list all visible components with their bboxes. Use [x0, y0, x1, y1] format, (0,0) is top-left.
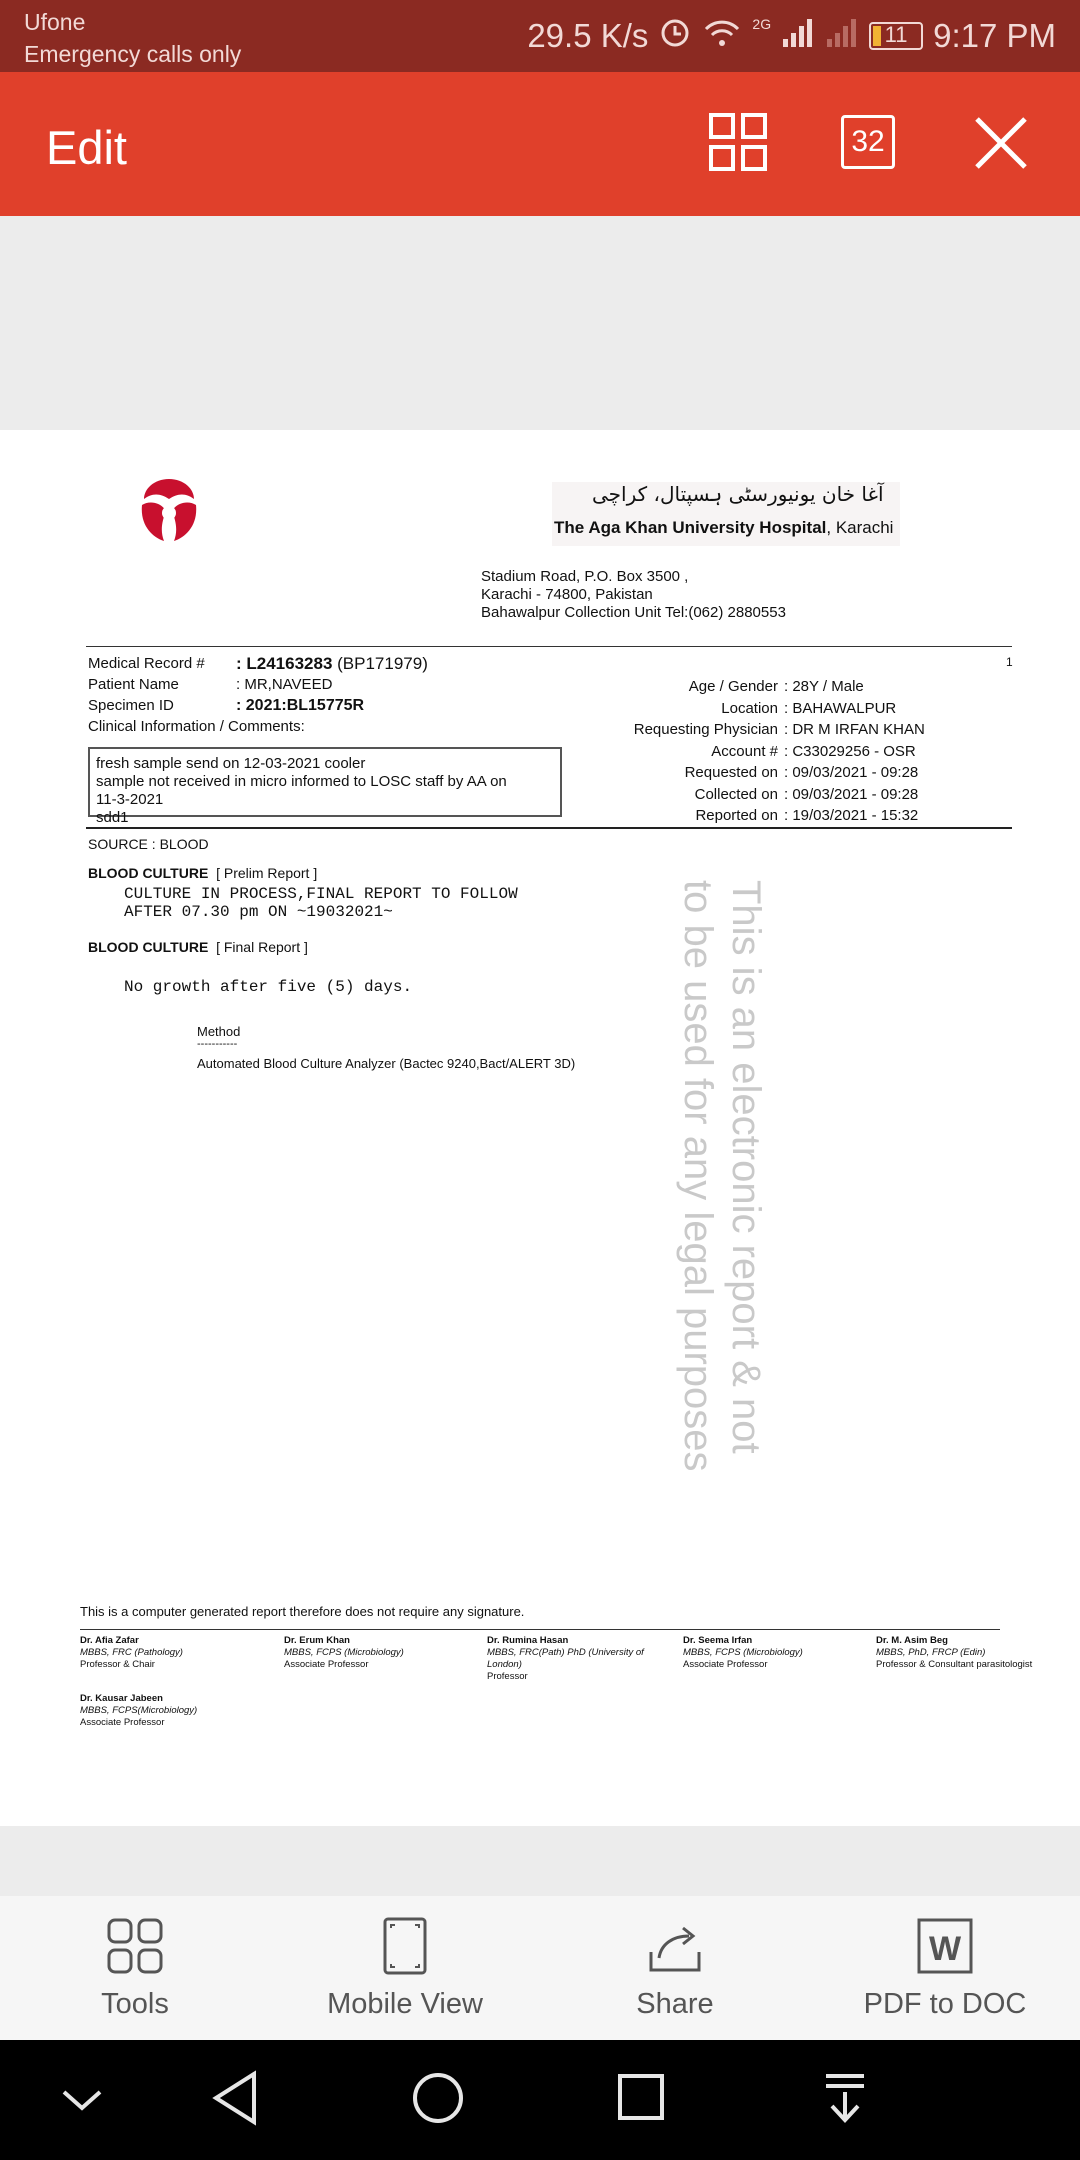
bottom-toolbar: [0, 1896, 1080, 2040]
doctor-quals: MBBS, FCPS (Microbiology): [683, 1647, 803, 1658]
pdf-to-doc-label: PDF to DOC: [863, 1988, 1027, 2020]
doctor-title: Associate Professor: [80, 1717, 165, 1728]
network-speed: 29.5 K/s: [527, 17, 649, 54]
close-icon[interactable]: [973, 115, 1029, 176]
back-icon[interactable]: [210, 2070, 260, 2131]
doctor-title: Associate Professor: [683, 1659, 768, 1670]
hospital-name: [554, 518, 893, 538]
specimen-value: : 2021:BL15775R: [236, 697, 365, 714]
patient-label: Patient Name: [88, 676, 179, 693]
doctor-name: Dr. Rumina Hasan: [487, 1635, 569, 1646]
comment-line: sdd1: [96, 809, 129, 826]
comment-line: fresh sample send on 12-03-2021 cooler: [96, 755, 366, 772]
doctor-name: Dr. Erum Khan: [284, 1635, 350, 1646]
grid-view-icon[interactable]: [708, 112, 768, 177]
doctor-title: Professor & Chair: [80, 1659, 155, 1670]
doctor-name: Dr. M. Asim Beg: [876, 1635, 948, 1646]
physician-value: : DR M IRFAN KHAN: [784, 721, 925, 738]
mrn-extra: (BP171979): [332, 654, 428, 673]
clinical-label: Clinical Information / Comments:: [88, 718, 305, 735]
emergency-text: Emergency calls only: [24, 41, 242, 67]
age-value: : 28Y / Male: [784, 678, 864, 695]
section-prelim-tag: [ Prelim Report ]: [216, 865, 318, 881]
doctor-quals: MBBS, FRC (Pathology): [80, 1647, 183, 1658]
age-label: Age / Gender: [688, 678, 778, 695]
wifi-icon: [702, 15, 742, 57]
share-label: Share: [636, 1988, 714, 2020]
section-final-heading: [88, 939, 308, 955]
doctor-quals-2: London): [487, 1659, 522, 1670]
section-final-tag: [ Final Report ]: [216, 939, 308, 955]
tools-icon: [105, 1916, 165, 1976]
network-type: 2G: [752, 16, 772, 32]
physician-label: Requesting Physician: [633, 721, 778, 738]
hospital-name-bold: The Aga Khan University Hospital: [554, 518, 827, 537]
method-value: Automated Blood Culture Analyzer (Bactec 9240,Bact/ALERT 3D): [197, 1056, 576, 1071]
clinical-comments-box: [88, 747, 562, 826]
edit-title[interactable]: Edit: [46, 121, 127, 174]
prelim-line-2: AFTER 07.30 pm ON ~19032021~: [124, 903, 393, 921]
doctor-card: [284, 1635, 404, 1671]
doctor-quals: MBBS, PhD, FRCP (Edin): [876, 1647, 986, 1658]
doctor-title: Professor: [487, 1671, 528, 1682]
status-bar: [0, 0, 1080, 72]
share-icon: [645, 1916, 705, 1976]
account-value: : C33029256 - OSR: [784, 742, 916, 760]
page-count-button[interactable]: 32: [841, 115, 895, 169]
address-line-2: Karachi - 74800, Pakistan: [481, 586, 653, 603]
hospital-city: , Karachi: [826, 518, 894, 537]
doctor-card: [683, 1635, 803, 1671]
doctor-title: Associate Professor: [284, 1659, 369, 1670]
word-doc-icon: [915, 1916, 975, 1976]
doctor-quals: MBBS, FRC(Path) PhD (University of: [487, 1647, 644, 1658]
header-divider: [86, 646, 1012, 647]
prelim-line-1: CULTURE IN PROCESS,FINAL REPORT TO FOLLOW: [124, 885, 518, 903]
footer-note: This is a computer generated report therefore does not require any signature.: [80, 1604, 525, 1619]
mrn-value: [236, 654, 428, 674]
svg-text:W: W: [928, 1930, 962, 1968]
info-divider: [86, 827, 1012, 829]
doctor-name: Dr. Kausar Jabeen: [80, 1693, 163, 1704]
mobile-view-button[interactable]: [270, 1896, 540, 2040]
doctor-card: [80, 1693, 197, 1729]
hospital-name-banner: [552, 482, 900, 546]
system-nav-bar: [0, 2040, 1080, 2160]
doctor-card: [487, 1635, 644, 1683]
method-label: Method: [197, 1024, 241, 1039]
mrn-label: Medical Record #: [88, 655, 205, 672]
doctor-quals: MBBS, FCPS(Microbiology): [80, 1705, 198, 1716]
right-values: [784, 676, 925, 827]
final-result: No growth after five (5) days.: [124, 978, 413, 996]
watermark-line-2: to be used for any legal purposes: [676, 880, 720, 1472]
battery-level: 11: [884, 22, 908, 47]
right-labels: [560, 676, 778, 827]
battery-icon: [869, 22, 923, 50]
share-button[interactable]: [540, 1896, 810, 2040]
patient-value: : MR,NAVEED: [236, 676, 333, 693]
section-final-title: BLOOD CULTURE: [88, 939, 209, 955]
alarm-icon: [658, 15, 692, 57]
watermark-line-1: This is an electronic report & not: [724, 880, 768, 1454]
carrier-name: Ufone: [24, 9, 86, 35]
source-text: SOURCE : BLOOD: [88, 836, 209, 852]
pdf-to-doc-button[interactable]: [810, 1896, 1080, 2040]
requested-value: : 09/03/2021 - 09:28: [784, 764, 919, 781]
doctor-quals: MBBS, FCPS (Microbiology): [284, 1647, 404, 1658]
comment-line: 11-3-2021: [96, 791, 164, 808]
pdf-page[interactable]: [0, 430, 1080, 1826]
reported-value: : 19/03/2021 - 15:32: [784, 807, 919, 824]
legal-watermark: [674, 880, 770, 1472]
reported-label: Reported on: [695, 807, 778, 824]
doctor-name: Dr. Afia Zafar: [80, 1635, 139, 1646]
doctor-name: Dr. Seema Irfan: [683, 1635, 753, 1646]
comment-line: sample not received in micro informed to LOSC staff by AA on: [96, 773, 507, 790]
hospital-logo: [134, 475, 204, 550]
hospital-name-urdu: آغا خان یونیورسٹی ہسپتال، کراچی: [592, 482, 884, 506]
chevron-down-icon[interactable]: [60, 2080, 104, 2125]
collected-label: Collected on: [694, 785, 778, 803]
carrier-info: [24, 6, 241, 70]
page-number: 1: [1006, 655, 1013, 669]
requested-label: Requested on: [684, 764, 778, 781]
doctor-card: [876, 1635, 1032, 1671]
app-bar: [0, 72, 1080, 216]
status-indicators: [527, 14, 1056, 58]
mobile-view-label: Mobile View: [327, 1988, 483, 2020]
doctor-card: [80, 1635, 183, 1671]
signal-icon: [781, 15, 815, 57]
collected-value: : 09/03/2021 - 09:28: [784, 785, 919, 803]
section-prelim-heading: [88, 865, 317, 881]
account-label: Account #: [711, 742, 778, 760]
tools-label: Tools: [101, 1988, 169, 2020]
location-label: Location: [721, 699, 778, 717]
recents-icon[interactable]: [616, 2070, 668, 2131]
specimen-label: Specimen ID: [88, 697, 174, 714]
method-dashes: -----------: [197, 1038, 238, 1050]
location-value: : BAHAWALPUR: [784, 699, 897, 717]
section-prelim-title: BLOOD CULTURE: [88, 865, 209, 881]
mrn-number: : L24163283: [236, 654, 333, 673]
home-icon[interactable]: [410, 2070, 466, 2131]
tools-button[interactable]: [0, 1896, 270, 2040]
notification-pull-icon[interactable]: [822, 2070, 868, 2131]
address-line-1: Stadium Road, P.O. Box 3500 ,: [481, 568, 689, 585]
mobile-view-icon: [375, 1916, 435, 1976]
address-line-3: Bahawalpur Collection Unit Tel:(062) 2880553: [481, 604, 786, 621]
signal-empty-icon: [825, 15, 859, 57]
doctor-title: Professor & Consultant parasitologist: [876, 1659, 1033, 1670]
footer-divider: [80, 1629, 1000, 1630]
clock: 9:17 PM: [933, 17, 1056, 54]
